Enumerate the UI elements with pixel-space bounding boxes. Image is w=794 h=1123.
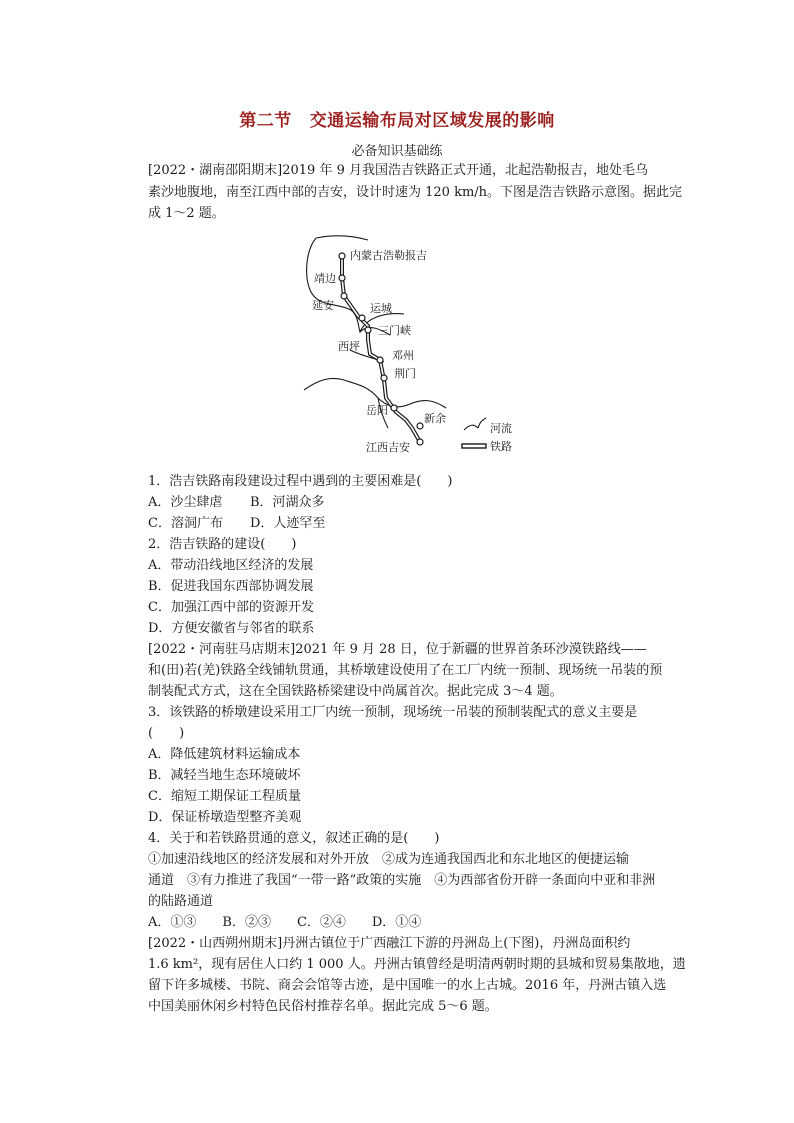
intro2-line3: 制装配式方式，这在全国铁路桥梁建设中尚属首次。据此完成 3～4 题。 [148, 684, 563, 699]
intro1-line2: 素沙地腹地，南至江西中部的吉安，设计时速为 120 km/h。下图是浩吉铁路示意图。据此完 [148, 185, 683, 200]
intro2-line1: [2022・河南驻马店期末]2021 年 9 月 28 日，位于新疆的世界首条环沙漠铁路线—— [148, 642, 647, 657]
intro2-line2: 和(田)若(羌)铁路全线铺轨贯通，其桥墩建设使用了在工厂内统一预制、现场统一吊装的预 [148, 663, 663, 678]
q1-option-d: D．人迹罕至 [250, 516, 326, 531]
q3-option-c: C．缩短工期保证工程质量 [148, 789, 301, 804]
label-jian: 江西吉安 [366, 441, 410, 454]
q4-statement-line2: 通道 ③有力推进了我国“一带一路”政策的实施 ④为西部省份开辟一条面向中亚和非洲 [148, 873, 656, 888]
station-haolebaoji [339, 253, 345, 259]
label-yanan: 延安 [312, 299, 334, 312]
legend-railway-symbol [462, 444, 486, 448]
q4-statement-line1: ①加速沿线地区的经济发展和对外开放 ②成为连通我国西北和东北地区的便捷运输 [148, 852, 630, 867]
intro1-line3: 成 1～2 题。 [148, 206, 225, 221]
q1-stem: 1．浩吉铁路南段建设过程中遇到的主要困难是( ) [148, 474, 453, 489]
q2-stem: 2．浩吉铁路的建设( ) [148, 537, 297, 552]
upper-river [316, 236, 368, 240]
q1-option-a: A．沙尘肆虐 [148, 495, 223, 510]
subtitle: 必备知识基础练 [351, 144, 443, 159]
q1-option-c: C．溶洞广布 [148, 516, 223, 531]
station-jingmen [381, 375, 387, 381]
haoji-railway-map [296, 230, 526, 462]
legend-river-symbol [464, 418, 486, 430]
q4-options: A．①③ B．②③ C．②④ D．①④ [148, 915, 422, 930]
q4-stem: 4．关于和若铁路贯通的意义，叙述正确的是( ) [148, 831, 440, 846]
label-sanmenxia: 三门峡 [378, 324, 411, 337]
station-jingbian [339, 275, 345, 281]
q2-option-b: B．促进我国东西部协调发展 [148, 579, 314, 594]
q2-option-c: C．加强江西中部的资源开发 [148, 600, 314, 615]
legend-river-label: 河流 [490, 422, 512, 435]
intro1-line1: [2022・湖南邵阳期末]2019 年 9 月我国浩吉铁路正式开通，北起浩勒报吉，地处毛乌 [148, 163, 648, 178]
q1-option-b: B．河湖众多 [250, 495, 325, 510]
q3-option-a: A．降低建筑材料运输成本 [148, 747, 301, 762]
label-yuncheng: 运城 [370, 302, 392, 315]
q3-option-b: B．减轻当地生态环境破坏 [148, 768, 301, 783]
page-title [0, 106, 794, 131]
label-jingbian: 靖边 [314, 272, 336, 285]
section-number: 第二节 [239, 111, 292, 131]
intro3-line4: 中国美丽休闲乡村特色民俗村推荐名单。据此完成 5～6 题。 [148, 999, 498, 1014]
q2-option-d: D．方便安徽省与邻省的联系 [148, 621, 315, 636]
label-haolebaoji: 内蒙古浩勒报吉 [350, 249, 427, 262]
station-yuncheng [359, 315, 365, 321]
q4-statement-line3: 的陆路通道 [148, 894, 214, 909]
q2-option-a: A．带动沿线地区经济的发展 [148, 558, 314, 573]
section-name: 交通运输布局对区域发展的影响 [309, 111, 555, 131]
station-xinyu [417, 423, 423, 429]
station-yueyang [391, 405, 397, 411]
label-yueyang: 岳阳 [366, 404, 388, 417]
label-xinyu: 新余 [424, 412, 446, 425]
legend-railway-label: 铁路 [490, 440, 512, 453]
label-jingmen: 荆门 [394, 367, 416, 380]
label-xiping: 西坪 [338, 340, 360, 353]
station-yanan [341, 293, 347, 299]
intro3-line3: 留下许多城楼、书院、商会会馆等古迹，是中国唯一的水上古城。2016 年，丹洲古镇入选 [148, 978, 667, 993]
station-jian [417, 439, 423, 445]
q3-option-d: D．保证桥墩造型整齐美观 [148, 810, 302, 825]
q3-stem: 3．该铁路的桥墩建设采用工厂内统一预制，现场统一吊装的预制装配式的意义主要是 [148, 705, 638, 720]
intro3-line2: 1.6 km²，现有居住人口约 1 000 人。丹洲古镇曾经是明清两朝时期的县城和贸易集散地，遗 [148, 957, 686, 972]
label-dengzhou: 邓州 [392, 349, 414, 362]
station-sanmenxia [365, 327, 371, 333]
q3-stem-bracket: ( ) [148, 726, 185, 741]
station-dengzhou [377, 357, 383, 363]
intro3-line1: [2022・山西朔州期末]丹洲古镇位于广西融江下游的丹洲岛上(下图)，丹洲岛面积约 [148, 936, 631, 951]
